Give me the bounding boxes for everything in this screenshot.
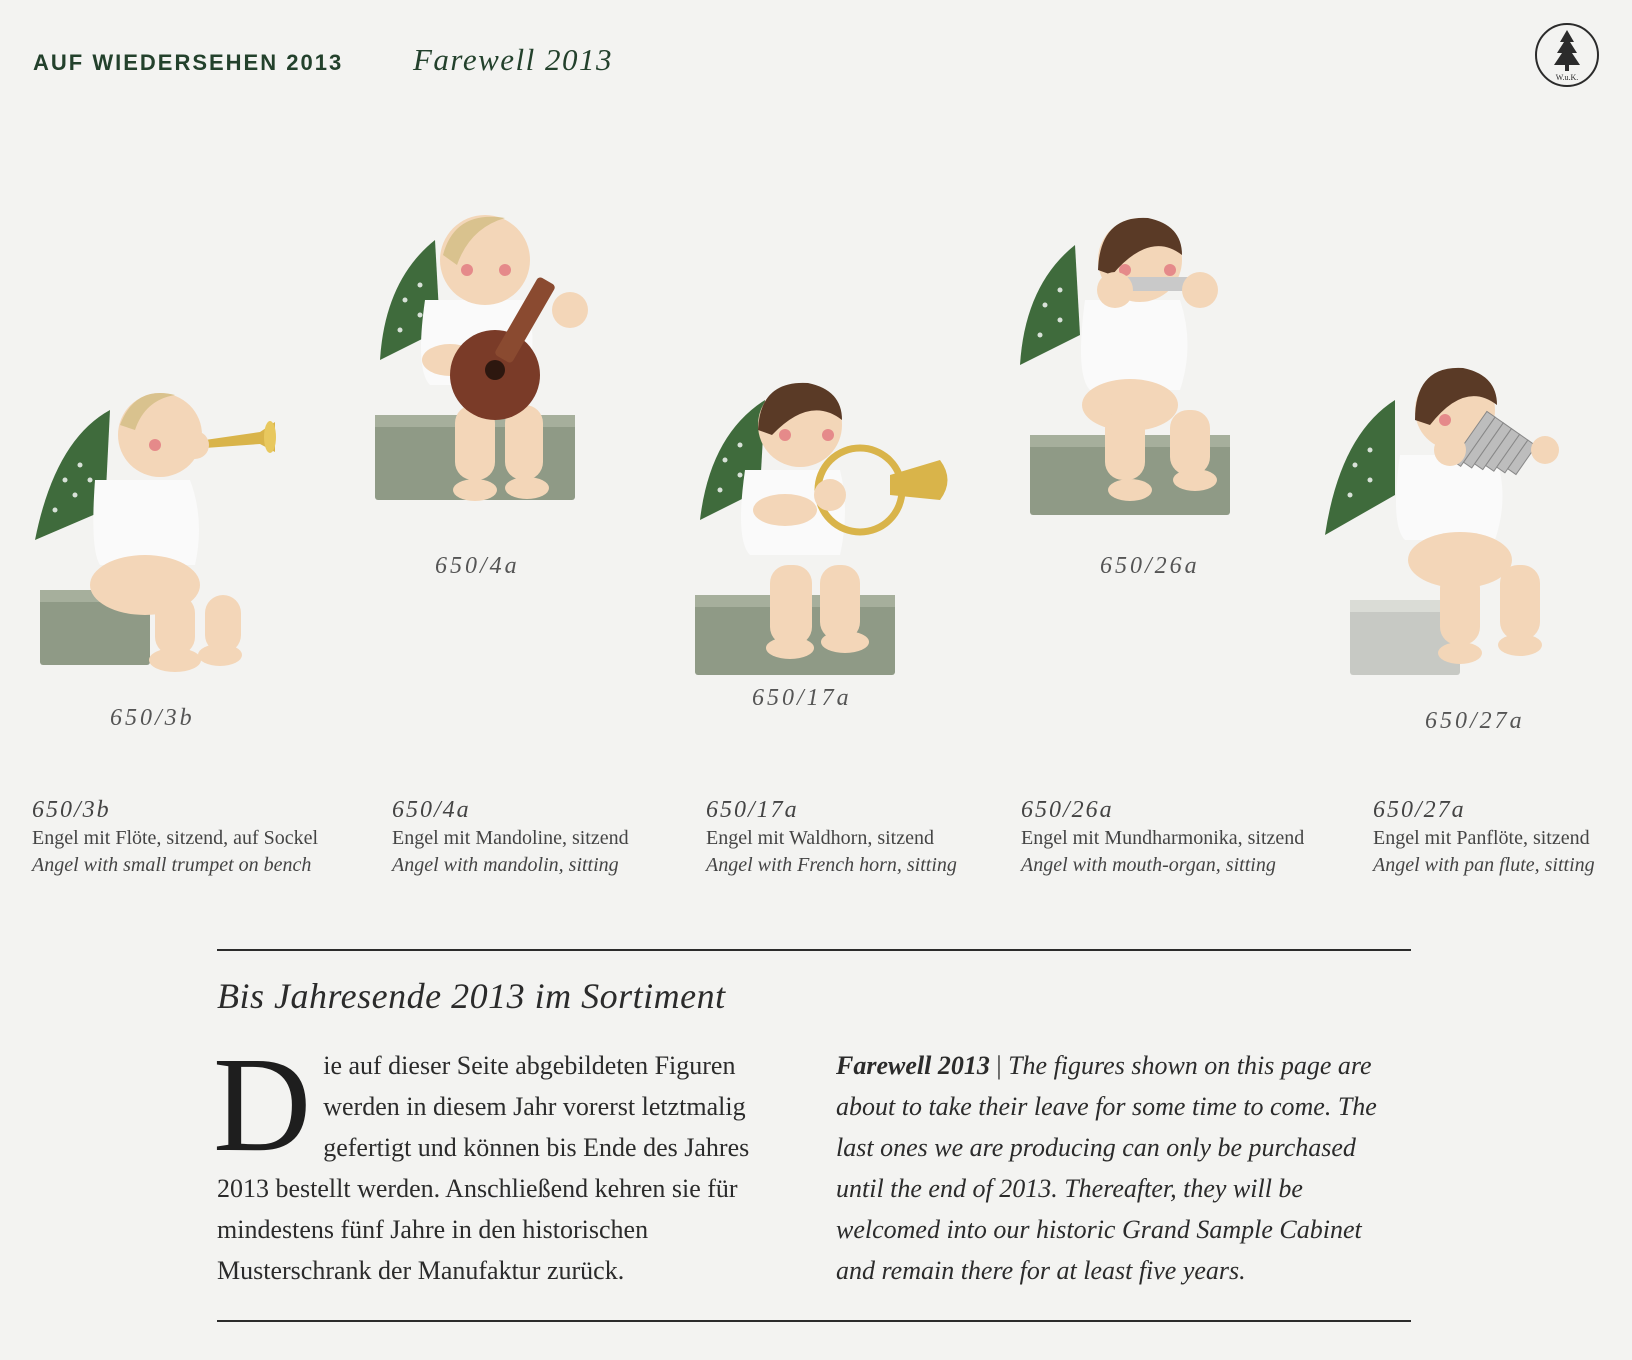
caption-desc-de: Engel mit Panflöte, sitzend	[1373, 827, 1590, 849]
angel-french-horn-image	[690, 380, 970, 680]
figure-angel-french-horn	[690, 380, 970, 711]
caption-650-26a	[1021, 795, 1304, 878]
caption-code: 650/26a	[1021, 797, 1114, 823]
caption-desc-en: Angel with pan flute, sitting	[1373, 854, 1595, 876]
section-rule-top	[217, 949, 1411, 951]
page-header-de: AUF WIEDERSEHEN 2013	[33, 50, 344, 75]
figure-code: 650/26a	[1100, 553, 1200, 579]
body-en-text: The figures shown on this page are about to take their leave for some time to come. The last ones we are producing can only be purchased until the end of 2013. Thereafter, they will be welcomed into our historic Grand Sample Cabinet and remain there for at least five years.	[836, 1051, 1377, 1285]
caption-code: 650/4a	[392, 797, 471, 823]
figure-angel-trumpet	[25, 370, 295, 731]
wuk-tree-logo-icon	[1532, 20, 1602, 90]
angel-trumpet-image	[25, 370, 295, 690]
figure-angel-pan-flute	[1320, 355, 1580, 734]
angel-mandolin-image	[375, 210, 615, 530]
caption-desc-de: Engel mit Mandoline, sitzend	[392, 827, 629, 849]
angel-harmonica-image	[1020, 215, 1260, 525]
caption-650-17a	[706, 795, 957, 878]
logo-text: W.u.K.	[1555, 73, 1579, 82]
drop-cap: D	[213, 1030, 312, 1180]
caption-desc-en: Angel with mandolin, sitting	[392, 854, 619, 876]
figure-code: 650/27a	[1425, 708, 1525, 734]
caption-code: 650/17a	[706, 797, 799, 823]
figure-code: 650/17a	[752, 685, 852, 711]
section-title: Bis Jahresende 2013 im Sortiment	[217, 976, 726, 1016]
caption-code: 650/3b	[32, 797, 111, 823]
section-rule-bottom	[217, 1320, 1411, 1322]
angel-pan-flute-image	[1320, 355, 1580, 675]
body-en-lead: Farewell 2013	[836, 1051, 990, 1080]
body-en-separator: |	[989, 1051, 1009, 1080]
caption-desc-en: Angel with small trumpet on bench	[32, 854, 312, 876]
body-text-de	[213, 1030, 807, 1291]
caption-650-27a	[1373, 795, 1595, 878]
caption-code: 650/27a	[1373, 797, 1466, 823]
caption-desc-en: Angel with mouth-organ, sitting	[1021, 854, 1276, 876]
caption-desc-de: Engel mit Waldhorn, sitzend	[706, 827, 934, 849]
page-header-en: Farewell 2013	[413, 42, 614, 77]
caption-desc-en: Angel with French horn, sitting	[706, 854, 957, 876]
figure-angel-harmonica	[1020, 215, 1260, 579]
caption-desc-de: Engel mit Flöte, sitzend, auf Sockel	[32, 827, 319, 849]
caption-650-4a	[392, 795, 629, 878]
body-de-text: ie auf dieser Seite abgebildeten Figuren werden in diesem Jahr vorerst letztmalig gefertigt und können bis Ende des Jahres 2013 bestellt werden. Anschließend kehren sie für mindestens fünf Jahre in den historischen Musterschrank der Manufaktur zurück.	[217, 1051, 750, 1285]
figure-code: 650/3b	[110, 705, 195, 731]
figure-angel-mandolin	[375, 210, 615, 579]
caption-650-3b	[32, 795, 318, 878]
caption-desc-de: Engel mit Mundharmonika, sitzend	[1021, 827, 1305, 849]
figure-code: 650/4a	[435, 553, 520, 579]
body-text-en	[836, 1045, 1396, 1291]
